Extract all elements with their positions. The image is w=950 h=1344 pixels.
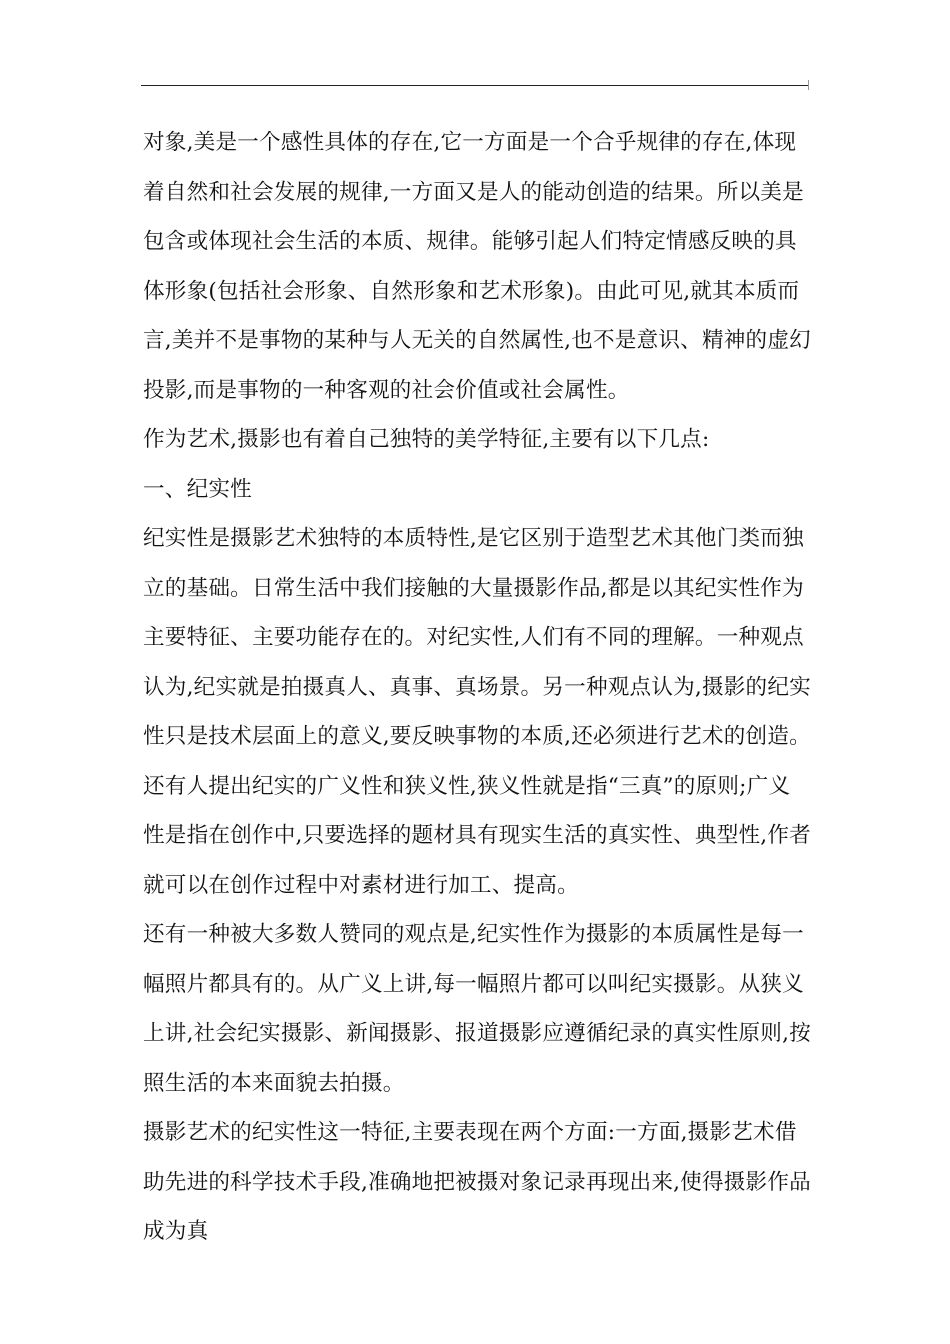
paragraph-documentary-aspects: 摄影艺术的纪实性这一特征,主要表现在两个方面:一方面,摄影艺术借助先进的科学技术手段,准确地把被摄对象记录再现出来,使得摄影作品成为真 (143, 1120, 811, 1244)
paragraph-documentary-views: 还有一种被大多数人赞同的观点是,纪实性作为摄影的本质属性是每一幅照片都具有的。从广义上讲,每一幅照片都可以叫纪实摄影。从狭义上讲,社会纪实摄影、新闻摄影、报道摄影应遵循纪录的真实性原则,按照生活的本来面貌去拍摄。 (143, 922, 811, 1096)
header-rule (141, 85, 809, 86)
paragraph-documentary-nature: 纪实性是摄影艺术独特的本质特性,是它区别于造型艺术其他门类而独立的基础。日常生活中我们接触的大量摄影作品,都是以其纪实性作为主要特征、主要功能存在的。对纪实性,人们有不同的理解。一种观点认为,纪实就是拍摄真人、真事、真场景。另一种观点认为,摄影的纪实性只是技术层面上的意义,要反映事物的本质,还必须进行艺术的创造。还有人提出纪实的广义性和狭义性,狭义性就是指“三真”的原则;广义性是指在创作中,只要选择的题材具有现实生活的真实性、典型性,作者就可以在创作过程中对素材进行加工、提高。 (143, 526, 811, 898)
header-tick (808, 80, 809, 90)
document-body (143, 118, 811, 1257)
section-heading-documentary: 一、纪实性 (143, 476, 252, 502)
paragraph-beauty-definition: 对象,美是一个感性具体的存在,它一方面是一个合乎规律的存在,体现着自然和社会发展的规律,一方面又是人的能动创造的结果。所以美是包含或体现社会生活的本质、规律。能够引起人们特定情感反映的具体形象(包括社会形象、自然形象和艺术形象)。由此可见,就其本质而言,美并不是事物的某种与人无关的自然属性,也不是意识、精神的虚幻投影,而是事物的一种客观的社会价值或社会属性。 (143, 130, 811, 403)
paragraph-aesthetic-intro: 作为艺术,摄影也有着自己独特的美学特征,主要有以下几点: (143, 427, 710, 452)
